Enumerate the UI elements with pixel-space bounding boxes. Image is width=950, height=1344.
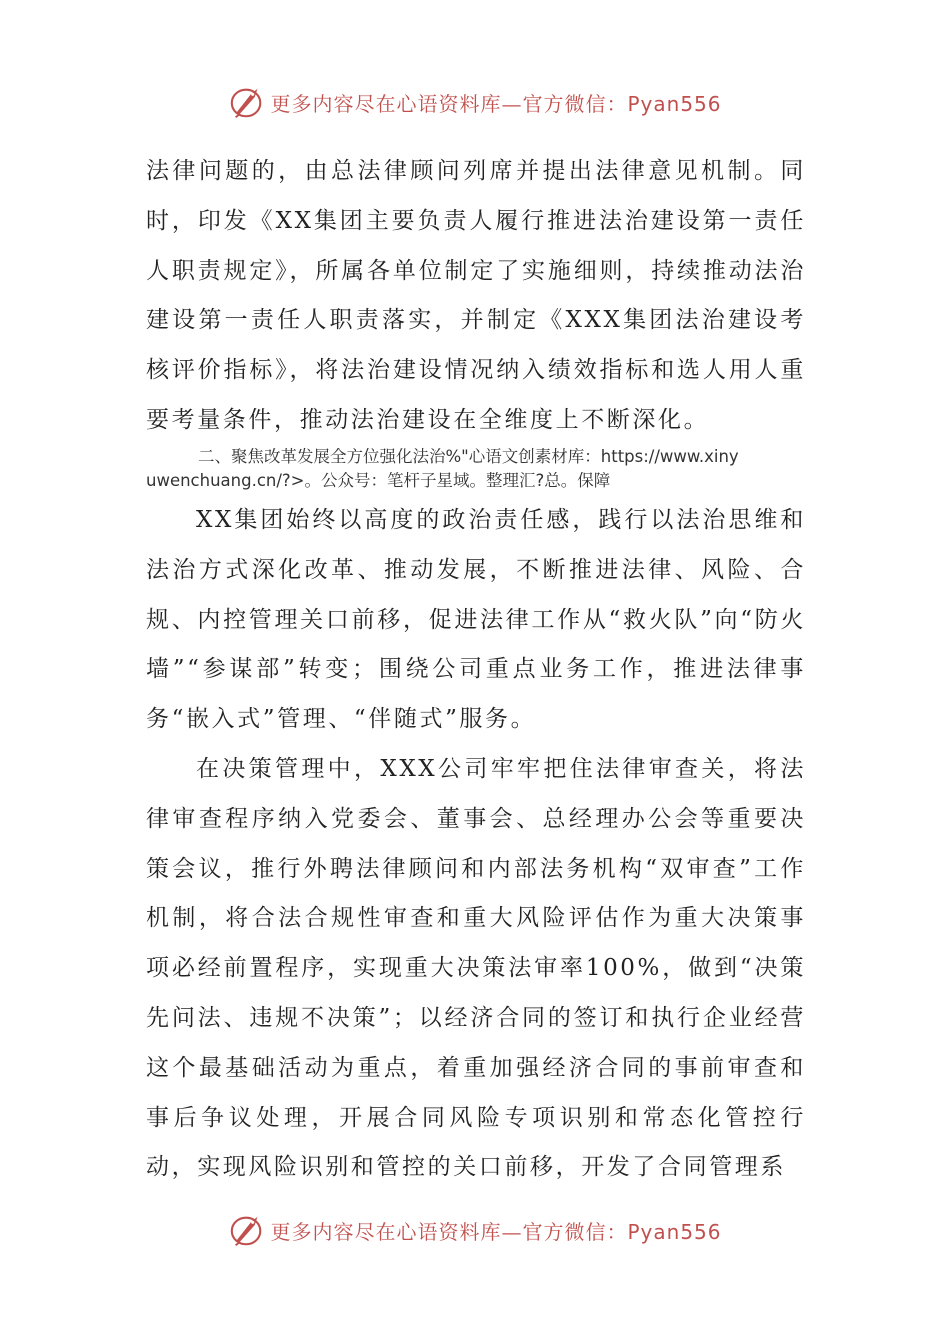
footer-banner-text: 更多内容尽在心语资料库—官方微信：Pyan556	[270, 1219, 722, 1244]
paragraph-reform: XX集团始终以高度的政治责任感，践行以法治思维和法治方式深化改革、推动发展，不断推进法律、风险、合规、内控管理关口前移，促进法律工作从“救火队”向“防火墙”“参谋部”转变；围绕公司重点业务工作，推进法律事务“嵌入式”管理、“伴随式”服务。	[146, 507, 806, 733]
pen-nib-logo-icon	[228, 83, 266, 121]
paragraph-continuation: 法律问题的，由总法律顾问列席并提出法律意见机制。同时，印发《XX集团主要负责人履行推进法治建设第一责任人职责规定》，所属各单位制定了实施细则，持续推动法治建设第一责任人职责落实，并制定《XXX集团法治建设考核评价指标》，将法治建设情况纳入绩效指标和选人用人重要考量条件，推动法治建设在全维度上不断深化。	[146, 158, 806, 433]
header-banner-text: 更多内容尽在心语资料库—官方微信：Pyan556	[270, 91, 722, 116]
pen-nib-logo-icon	[228, 1211, 266, 1249]
header-wechat-id: Pyan556	[627, 91, 722, 116]
section-heading-note: 二、聚焦改革发展全方位强化法治%"心语文创素材库：https://www.xinyuwenchuang.cn/?>。公众号：笔杆子星域。整理汇?总。保障	[146, 447, 739, 490]
paragraph-decision-management: 在决策管理中，XXX公司牢牢把住法律审查关，将法律审查程序纳入党委会、董事会、总经理办公会等重要决策会议，推行外聘法律顾问和内部法务机构“双审查”工作机制，将合法合规性审查和重大风险评估作为重大决策事项必经前置程序，实现重大决策法审率100%，做到“决策先问法、违规不决策”；以经济合同的签订和执行企业经营这个最基础活动为重点，着重加强经济合同的事前审查和事后争议处理，开展合同风险专项识别和常态化管控行动，实现风险识别和管控的关口前移，开发了合同管理系	[146, 756, 806, 1181]
header-banner	[0, 82, 950, 122]
footer-banner	[0, 1210, 950, 1250]
footer-wechat-id: Pyan556	[627, 1219, 722, 1244]
